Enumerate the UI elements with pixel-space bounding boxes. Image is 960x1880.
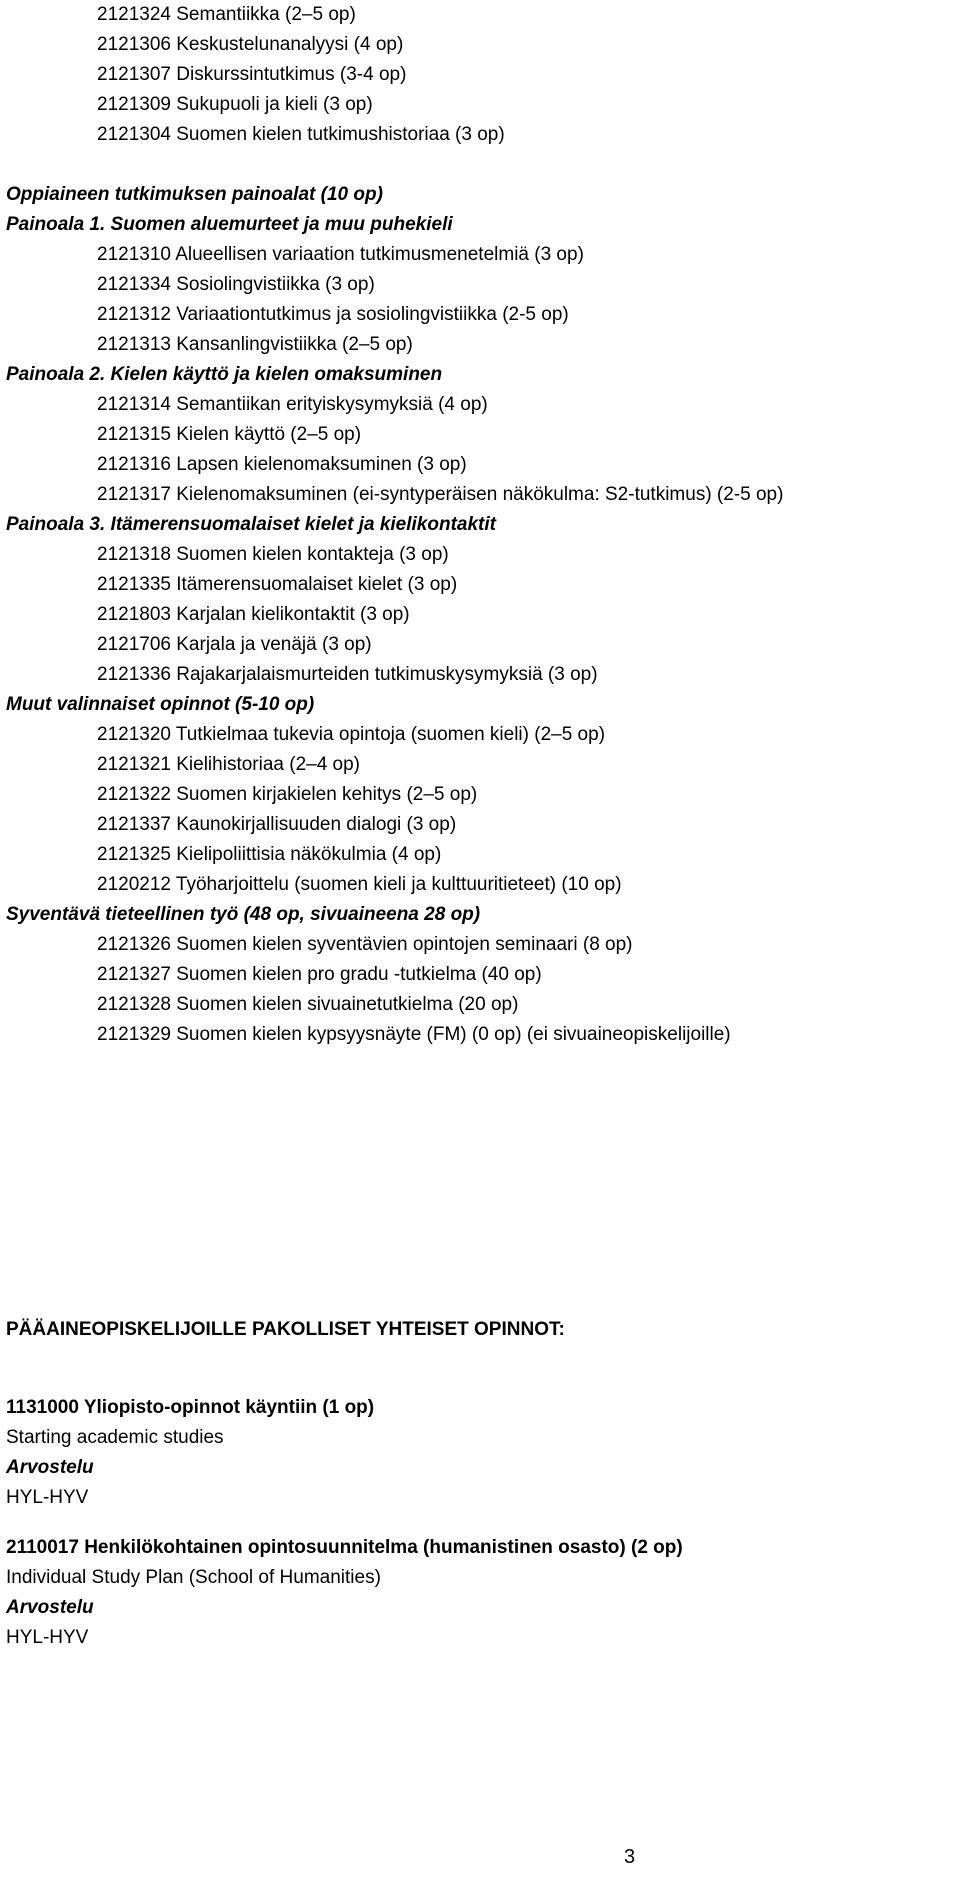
grading-label: Arvostelu [6,1597,94,1618]
course-title: 1131000 Yliopisto-opinnot käyntiin (1 op) [6,1397,375,1418]
course-item: 2121334 Sosiolingvistiikka (3 op) [97,274,375,295]
section-heading: PÄÄAINEOPISKELIJOILLE PAKOLLISET YHTEISET OPINNOT: [6,1319,565,1340]
course-title: 2110017 Henkilökohtainen opintosuunnitelma (humanistinen osasto) (2 op) [6,1537,683,1558]
course-item: 2121325 Kielipoliittisia näkökulmia (4 op) [97,844,442,865]
page-number: 3 [624,1846,636,1868]
subsection-heading: Painoala 3. Itämerensuomalaiset kielet ja kielikontaktit [6,514,496,535]
subsection-heading: Painoala 2. Kielen käyttö ja kielen omaksuminen [6,364,443,385]
section-heading: Muut valinnaiset opinnot (5-10 op) [6,694,315,715]
course-item: 2121304 Suomen kielen tutkimushistoriaa (3 op) [97,124,505,145]
grading-value: HYL-HYV [6,1627,89,1648]
focus-section [0,180,960,1050]
course-item: 2121327 Suomen kielen pro gradu -tutkielma (40 op) [97,964,542,985]
subsection-heading: Painoala 1. Suomen aluemurteet ja muu puhekieli [6,214,453,235]
course-item: 2121803 Karjalan kielikontaktit (3 op) [97,604,410,625]
section-heading: Oppiaineen tutkimuksen painoalat (10 op) [6,184,383,205]
course-item: 2121329 Suomen kielen kypsyysnäyte (FM) (0 op) (ei sivuaineopiskelijoille) [97,1024,731,1045]
course-item: 2121336 Rajakarjalaismurteiden tutkimuskysymyksiä (3 op) [97,664,598,685]
course-item: 2121320 Tutkielmaa tukevia opintoja (suomen kieli) (2–5 op) [97,724,606,745]
section-heading: Syventävä tieteellinen työ (48 op, sivuaineena 28 op) [6,904,481,925]
course-item: 2121321 Kielihistoriaa (2–4 op) [97,754,361,775]
course-item: 2121315 Kielen käyttö (2–5 op) [97,424,362,445]
course-item: 2121326 Suomen kielen syventävien opintojen seminaari (8 op) [97,934,633,955]
grading-value: HYL-HYV [6,1487,89,1508]
course-item: 2121312 Variaationtutkimus ja sosiolingvistiikka (2-5 op) [97,304,569,325]
course-item: 2121322 Suomen kirjakielen kehitys (2–5 op) [97,784,478,805]
mandatory-course-1 [0,1393,960,1513]
course-item: 2121328 Suomen kielen sivuainetutkielma (20 op) [97,994,519,1015]
course-item: 2121314 Semantiikan erityiskysymyksiä (4 op) [97,394,488,415]
course-list-top [0,0,960,150]
course-item: 2121324 Semantiikka (2–5 op) [97,4,356,25]
course-item: 2121337 Kaunokirjallisuuden dialogi (3 op) [97,814,457,835]
mandatory-section [0,1315,960,1345]
grading-label: Arvostelu [6,1457,94,1478]
course-item: 2120212 Työharjoittelu (suomen kieli ja kulttuuritieteet) (10 op) [97,874,622,895]
course-item: 2121317 Kielenomaksuminen (ei-syntyperäisen näkökulma: S2-tutkimus) (2-5 op) [97,484,784,505]
course-item: 2121310 Alueellisen variaation tutkimusmenetelmiä (3 op) [97,244,584,265]
course-item: 2121316 Lapsen kielenomaksuminen (3 op) [97,454,467,475]
course-item: 2121306 Keskustelunanalyysi (4 op) [97,34,404,55]
course-item: 2121335 Itämerensuomalaiset kielet (3 op) [97,574,458,595]
course-item: 2121318 Suomen kielen kontakteja (3 op) [97,544,449,565]
course-english-title: Individual Study Plan (School of Humanities) [6,1567,381,1588]
course-item: 2121706 Karjala ja venäjä (3 op) [97,634,372,655]
course-english-title: Starting academic studies [6,1427,224,1448]
course-item: 2121307 Diskurssintutkimus (3-4 op) [97,64,407,85]
course-item: 2121313 Kansanlingvistiikka (2–5 op) [97,334,413,355]
course-item: 2121309 Sukupuoli ja kieli (3 op) [97,94,373,115]
mandatory-course-2 [0,1533,960,1653]
